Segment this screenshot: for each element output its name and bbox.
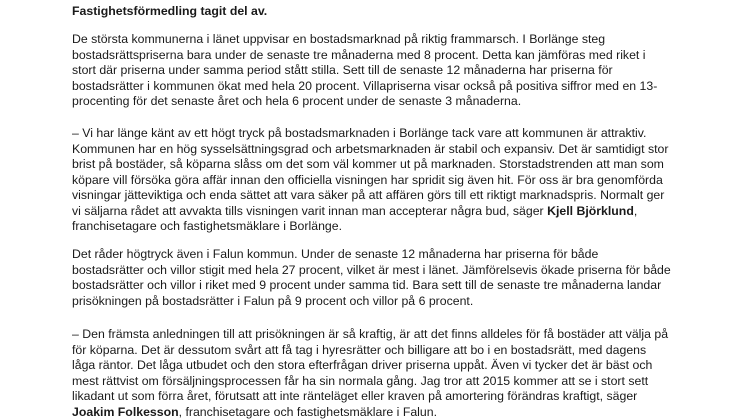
paragraph-falun-prices: Det råder högtryck även i Falun kommun. Under de senaste 12 månaderna har priserna för både bostadsrätter och villor stigit med hela 27 procent, vilket är mest i länet. Jämförelsevis ökade priserna för både bostadsrätter och villor i riket med 9 procent under samma tid. Bara sett till de senaste tre månaderna landar prisökningen på bostadsrätter i Falun på 9 procent och villor på 6 procent. xyxy=(72,247,671,308)
document-heading: Fastighetsförmedling tagit del av. xyxy=(72,4,268,18)
quote-text-before: – Den främsta anledningen till att prisökningen är så kraftig, är att det finns alldeles för få bostäder att välja på för köparna. Det är dessutom svårt att få tag i hyresrätter och billigare att bo i en bostadsrätt, med dagens låga räntor. Det låga utbudet och den stora efterfrågan driver priserna uppåt. Även vi tycker det är bäst och mest rättvist om försäljningsprocessen får ha sin normala gång. Jag tror att 2015 kommer att se i stort sett likadant ut som förra året, förutsatt att inte ränteläget eller kraven på amortering förändras kraftigt, säger xyxy=(72,327,669,403)
quote-text-after: , franchisetagare och fastighetsmäklare i Falun. xyxy=(178,404,437,419)
paragraph-borlange-quote xyxy=(72,126,672,235)
paragraph-borlange-prices: De största kommunerna i länet uppvisar en bostadsmarknad på riktig frammarsch. I Borlänge steg bostadsrättspriserna bara under de senaste tre månaderna med 8 procent. Detta kan jämföras med riket i stort där priserna under samma period stått stilla. Sett till de senaste 12 månaderna har priserna för bostadsrätter i kommunen ökat med hela 20 procent. Villapriserna visar också på positiva siffror med en 13-procenting för det senaste året och hela 6 procent under de senaste 3 månaderna. xyxy=(72,32,658,108)
person-name-joakim: Joakim Folkesson xyxy=(72,404,179,419)
quote-text-before: – Vi har länge känt av ett högt tryck på bostadsmarknaden i Borlänge tack vare att kommunen är attraktiv. Kommunen har en hög sysselsättningsgrad och arbetsmarknaden är stabil och expansiv. Det är samtidigt stor brist på bostäder, så köparna slåss om det som väl kommer ut på marknaden. Storstadstrenden att man som köpare vill försöka göra affär innan den officiella visningen har spridit sig även hit. För oss är bra genomförda visningar jätteviktiga och enda sättet att vara säker på att affären görs till ett riktigt marknadspris. Normalt ger vi säljarna rådet att avvakta tills visningen varit innan man accepterar några bud, säger xyxy=(72,126,669,218)
paragraph-falun-quote xyxy=(72,327,672,420)
quote-text-after: , franchisetagare och fastighetsmäklare i Borlänge. xyxy=(72,203,638,233)
person-name-kjell: Kjell Björklund xyxy=(547,203,634,218)
